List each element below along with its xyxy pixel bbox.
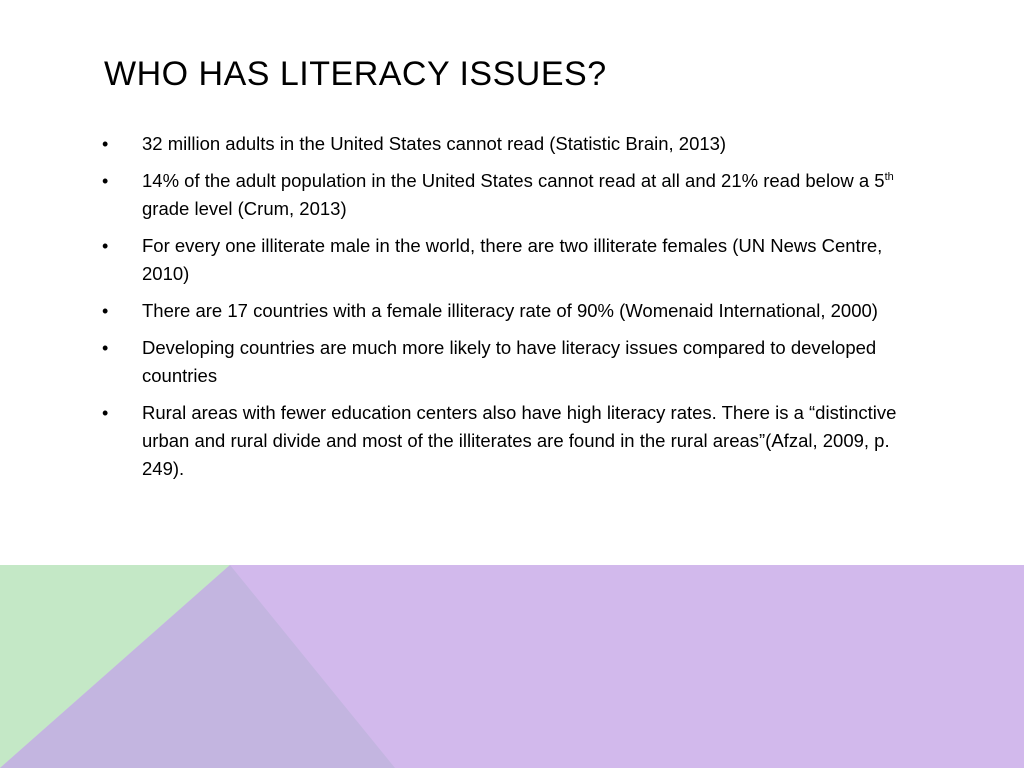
bullet-item <box>104 297 934 325</box>
bullet-text: 32 million adults in the United States cannot read (Statistic Brain, 2013) <box>142 133 727 154</box>
bullet-text: There are 17 countries with a female illiteracy rate of 90% (Womenaid International, 2000) <box>142 300 878 321</box>
bullet-item <box>104 167 934 223</box>
bullet-text: Rural areas with fewer education centers also have high literacy rates. There is a “distinctive urban and rural divide and most of the illiterates are found in the rural areas”(Afzal, 2009, p. 249). <box>142 402 897 479</box>
bullet-text-continued: grade level (Crum, 2013) <box>142 198 347 219</box>
bullet-marker: • <box>102 236 109 256</box>
bullet-item <box>104 130 934 158</box>
bullet-marker: • <box>102 134 109 154</box>
bullet-marker: • <box>102 338 109 358</box>
bullet-text: Developing countries are much more likely to have literacy issues compared to developed countries <box>142 337 877 386</box>
bullet-marker: • <box>102 403 109 423</box>
bullet-text: 14% of the adult population in the United States cannot read at all and 21% read below a 5 <box>142 170 885 191</box>
decorative-footer-band <box>0 565 1024 768</box>
bullet-superscript: th <box>884 170 894 183</box>
bullet-item <box>104 232 934 288</box>
slide-title: WHO HAS LITERACY ISSUES? <box>104 55 607 93</box>
bullet-item <box>104 399 934 483</box>
bullet-list <box>104 130 934 492</box>
bullet-item <box>104 334 934 390</box>
bullet-marker: • <box>102 301 109 321</box>
bullet-marker: • <box>102 171 109 191</box>
bullet-text: For every one illiterate male in the world, there are two illiterate females (UN News Centre, 2010) <box>142 235 883 284</box>
